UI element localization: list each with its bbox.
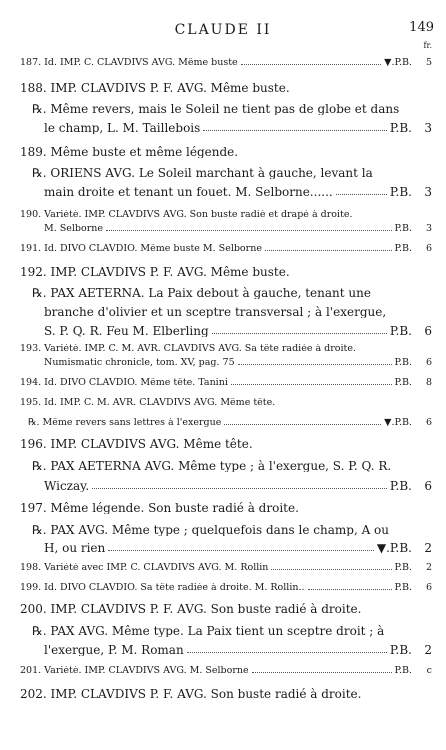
- catalog-line: [0, 542, 446, 554]
- rarity-label: P.B.: [394, 224, 412, 234]
- line-text: 202. IMP. CLAVDIVS P. F. AVG. Son buste radié à droite.: [20, 688, 362, 700]
- price-value: c: [426, 666, 432, 676]
- catalog-line: [0, 82, 446, 94]
- leader-dots: [241, 63, 382, 65]
- catalog-line: [0, 563, 446, 573]
- line-text: le champ, L. M. Taillebois: [44, 122, 201, 134]
- line-text: 192. IMP. CLAVDIVS P. F. AVG. Même buste.: [20, 266, 290, 278]
- line-text: 195. Id. IMP. C. M. AVR. CLAVDIVS AVG. Même tête.: [20, 398, 276, 408]
- rarity-label: P.B.: [394, 378, 412, 388]
- catalog-line: [0, 688, 446, 700]
- line-text: Wiczay.: [44, 480, 90, 492]
- price-value: 6: [425, 358, 432, 368]
- line-text: 188. IMP. CLAVDIVS P. F. AVG. Même buste.: [20, 82, 290, 94]
- price-value: 2: [424, 542, 432, 554]
- catalog-line: [0, 344, 446, 354]
- rarity-label: P.B.: [389, 325, 412, 337]
- catalog-line: [0, 210, 446, 220]
- line-text: 199. Id. DIVO CLAVDIO. Sa tête radiée à droite. M. Rollin..: [20, 583, 305, 593]
- catalog-line: [0, 378, 446, 388]
- catalog-line: [0, 666, 446, 676]
- leader-dots: [108, 549, 374, 551]
- leader-dots: [308, 588, 392, 590]
- line-text: 191. Id. DIVO CLAVDIO. Même buste M. Selborne: [20, 244, 262, 254]
- line-text: ℞. PAX AETERNA. La Paix debout à gauche, tenant une: [32, 287, 371, 299]
- price-unit-mark: fr.: [423, 41, 432, 50]
- line-text: ℞. PAX AVG. Même type ; quelquefois dans le champ, A ou: [32, 524, 389, 536]
- running-header: CLAUDE II: [174, 22, 272, 38]
- catalog-line: [0, 103, 446, 115]
- leader-dots: [212, 332, 387, 334]
- line-text: ℞. PAX AVG. Même type. La Paix tient un sceptre droit ; à: [32, 625, 385, 637]
- line-text: 189. Même buste et même légende.: [20, 146, 239, 158]
- line-text: H, ou rien: [44, 542, 106, 554]
- leader-dots: [187, 651, 387, 653]
- line-text: 187. Id. IMP. C. CLAVDIVS AVG. Même buste: [20, 58, 238, 68]
- catalog-line: [0, 122, 446, 134]
- line-text: 200. IMP. CLAVDIVS P. F. AVG. Son buste radié à droite.: [20, 603, 362, 615]
- price-value: 6: [425, 418, 432, 428]
- leader-dots: [92, 487, 387, 489]
- line-text: 197. Même légende. Son buste radié à droite.: [20, 502, 299, 514]
- catalog-line: [0, 524, 446, 536]
- price-value: 8: [425, 378, 432, 388]
- leader-dots: [336, 193, 387, 195]
- rarity-label: ▼.P.B.: [384, 58, 412, 68]
- line-text: 193. Variété. IMP. C. M. AVR. CLAVDIVS AVG. Sa tête radiée à droite.: [20, 344, 356, 354]
- line-text: 198. Variété avec IMP. C. CLAVDIVS AVG. M. Rollin: [20, 563, 269, 573]
- rarity-label: P.B.: [394, 358, 412, 368]
- catalog-line: [0, 167, 446, 179]
- price-value: 3: [425, 224, 432, 234]
- line-text: 194. Id. DIVO CLAVDIO. Même tête. Tanini: [20, 378, 228, 388]
- leader-dots: [106, 229, 391, 231]
- rarity-label: P.B.: [389, 186, 412, 198]
- rarity-label: P.B.: [394, 563, 412, 573]
- catalog-line: [0, 398, 446, 408]
- line-text: S. P. Q. R. Feu M. Elberling: [44, 325, 209, 337]
- rarity-label: P.B.: [394, 666, 412, 676]
- line-text: 190. Variété. IMP. CLAVDIVS AVG. Son buste radié et drapé à droite.: [20, 210, 353, 220]
- catalog-line: [0, 603, 446, 615]
- rarity-label: ▼.P.B.: [376, 542, 412, 554]
- catalog-line: [0, 358, 446, 368]
- rarity-label: P.B.: [389, 644, 412, 656]
- catalog-line: [0, 58, 446, 68]
- price-value: 6: [425, 583, 432, 593]
- line-text: ℞. Même revers sans lettres à l'exergue: [28, 418, 222, 428]
- catalog-line: [0, 224, 446, 234]
- rarity-label: ▼.P.B.: [384, 418, 412, 428]
- leader-dots: [252, 671, 392, 673]
- line-text: ℞. Même revers, mais le Soleil ne tient pas de globe et dans: [32, 103, 400, 115]
- line-text: branche d'olivier et un sceptre transversal ; à l'exergue,: [44, 306, 387, 318]
- catalog-line: [0, 146, 446, 158]
- catalog-line: [0, 625, 446, 637]
- leader-dots: [231, 383, 392, 385]
- leader-dots: [203, 129, 387, 131]
- line-text: ℞. PAX AETERNA AVG. Même type ; à l'exergue, S. P. Q. R.: [32, 460, 392, 472]
- catalog-line: [0, 644, 446, 656]
- catalog-line: [0, 186, 446, 198]
- catalog-line: [0, 438, 446, 450]
- rarity-label: P.B.: [389, 122, 412, 134]
- price-value: 3: [424, 186, 432, 198]
- catalog-line: [0, 306, 446, 318]
- catalog-line: [0, 287, 446, 299]
- catalog-line: [0, 266, 446, 278]
- catalog-line: [0, 480, 446, 492]
- line-text: main droite et tenant un fouet. M. Selborne......: [44, 186, 333, 198]
- line-text: ℞. ORIENS AVG. Le Soleil marchant à gauche, levant la: [32, 167, 373, 179]
- catalog-line: [0, 418, 446, 428]
- catalog-line: [0, 502, 446, 514]
- rarity-label: P.B.: [394, 244, 412, 254]
- page-number: 149: [409, 20, 434, 35]
- line-text: 196. IMP. CLAVDIVS AVG. Même tête.: [20, 438, 253, 450]
- catalog-line: [0, 325, 446, 337]
- line-text: Numismatic chronicle, tom. XV, pag. 75: [44, 358, 235, 368]
- catalog-line: [0, 583, 446, 593]
- line-text: M. Selborne: [44, 224, 104, 234]
- rarity-label: P.B.: [394, 583, 412, 593]
- price-value: 6: [424, 325, 432, 337]
- price-value: 6: [425, 244, 432, 254]
- rarity-label: P.B.: [389, 480, 412, 492]
- catalog-line: [0, 244, 446, 254]
- price-value: 3: [424, 122, 432, 134]
- leader-dots: [224, 423, 381, 425]
- price-value: 5: [425, 58, 432, 68]
- leader-dots: [238, 363, 392, 365]
- price-value: 2: [425, 563, 432, 573]
- price-value: 2: [424, 644, 432, 656]
- leader-dots: [271, 568, 391, 570]
- line-text: l'exergue, P. M. Roman: [44, 644, 184, 656]
- catalog-line: [0, 460, 446, 472]
- line-text: 201. Variété. IMP. CLAVDIVS AVG. M. Selborne: [20, 666, 249, 676]
- price-value: 6: [424, 480, 432, 492]
- leader-dots: [265, 249, 392, 251]
